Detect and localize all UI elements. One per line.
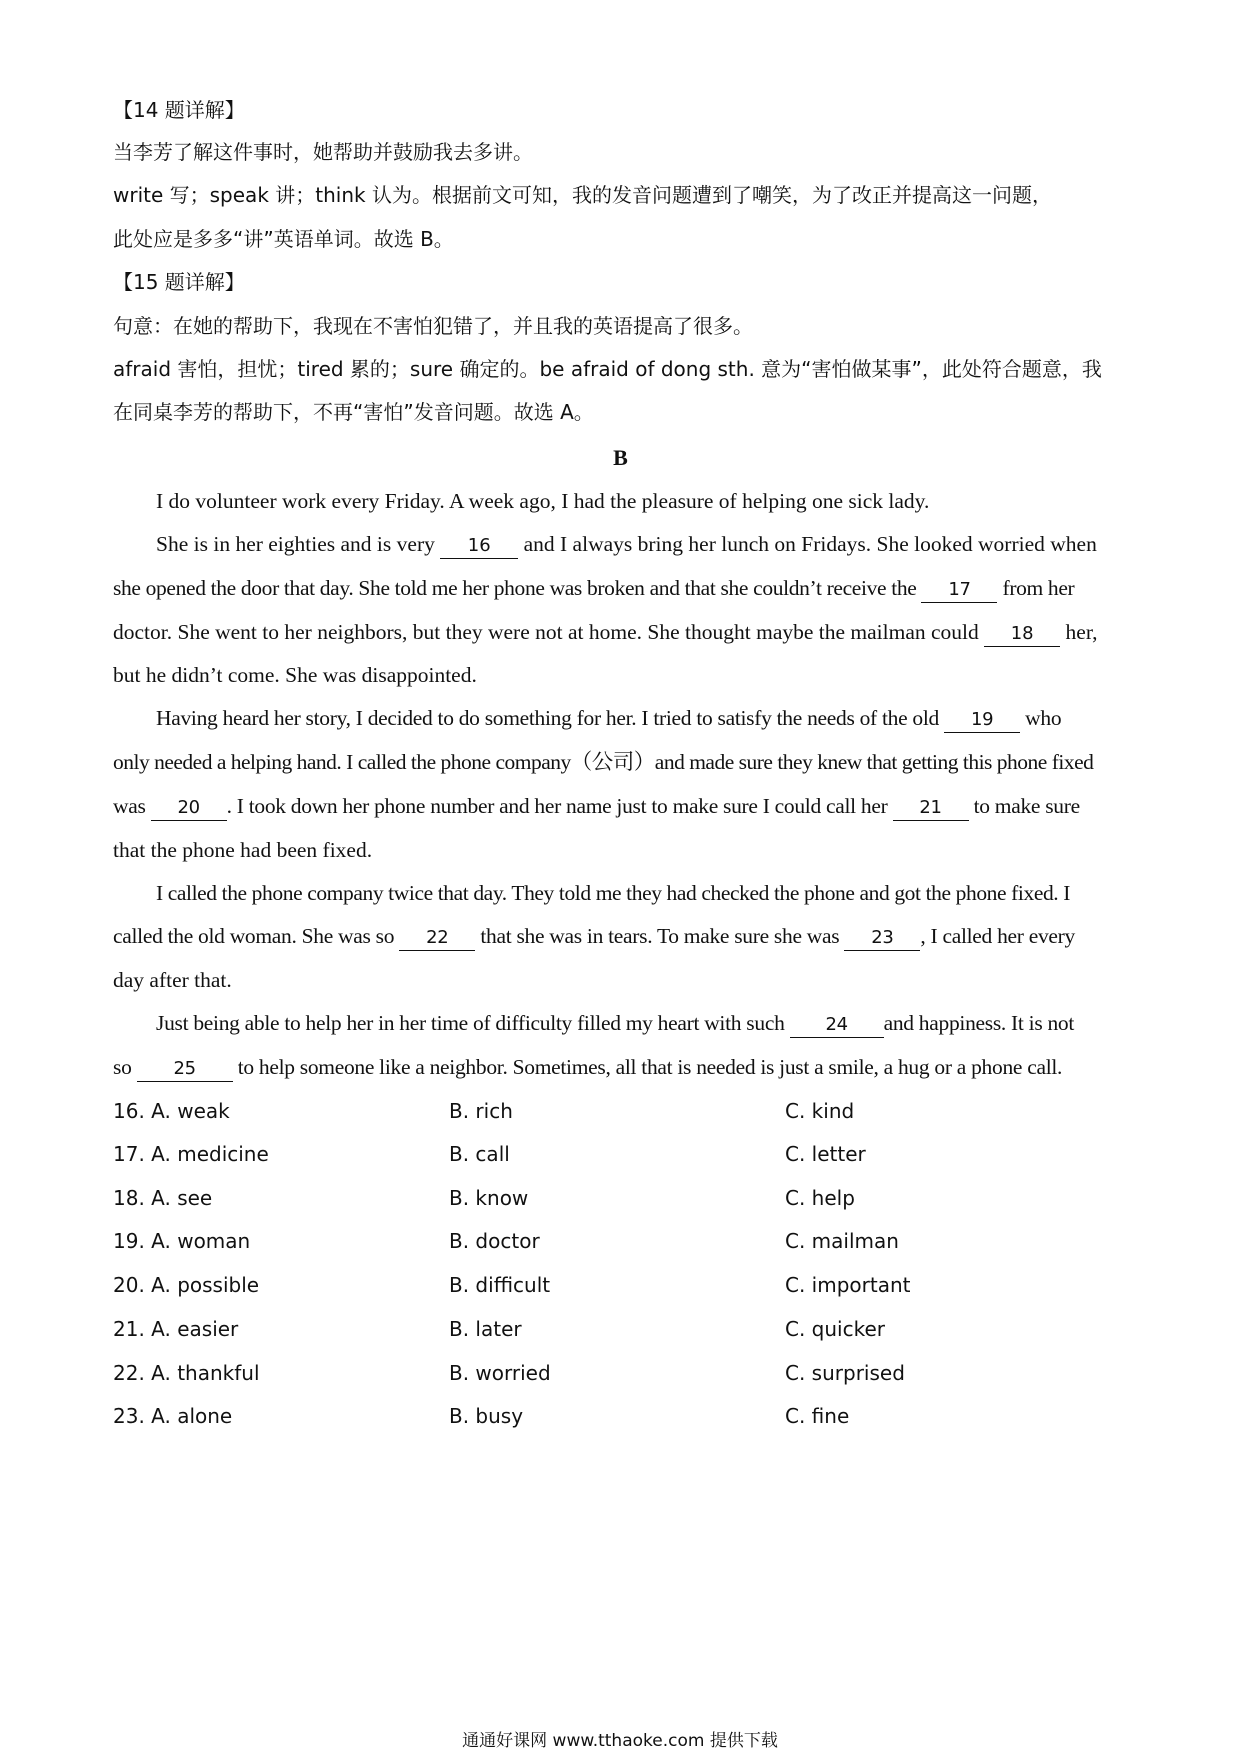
passage-text: , I called her every bbox=[920, 924, 1075, 948]
passage-text: Having heard her story, I decided to do something for her. I tried to satisfy the needs of the old bbox=[156, 706, 940, 730]
blank-24 bbox=[790, 1012, 884, 1038]
passage-text: she opened the door that day. She told me her phone was broken and that she couldn’t receive the bbox=[113, 576, 917, 600]
q14-line-1: 当李芳了解这件事时，她帮助并鼓励我去多讲。 bbox=[113, 140, 533, 164]
option-b: B. know bbox=[449, 1186, 529, 1210]
passage-line-4 bbox=[113, 618, 1128, 647]
option-b: B. difficult bbox=[449, 1273, 551, 1297]
blank-22 bbox=[399, 925, 475, 951]
passage-line-12: day after that. bbox=[113, 968, 232, 992]
passage-text: so bbox=[113, 1055, 132, 1079]
passage-line-6 bbox=[113, 704, 1128, 733]
passage-text: to make sure bbox=[973, 794, 1080, 818]
option-b: B. worried bbox=[449, 1361, 551, 1385]
passage-line-7: only needed a helping hand. I called the phone company（公司）and made sure they knew that getting this phone fixed bbox=[113, 750, 1094, 774]
blank-number: 25 bbox=[173, 1058, 196, 1079]
section-title: B bbox=[613, 445, 628, 470]
passage-line-9: that the phone had been fixed. bbox=[113, 838, 373, 862]
blank-number: 20 bbox=[177, 797, 200, 818]
option-b: B. rich bbox=[449, 1099, 513, 1123]
passage-text: and I always bring her lunch on Fridays. She looked worried when bbox=[523, 532, 1097, 556]
blank-17 bbox=[921, 577, 997, 603]
option-b: B. later bbox=[449, 1317, 522, 1341]
blank-19 bbox=[944, 707, 1020, 733]
option-a: 19. A. woman bbox=[113, 1229, 251, 1253]
passage-line-2 bbox=[113, 530, 1128, 559]
blank-number: 24 bbox=[825, 1014, 848, 1035]
q14-line-2: write 写；speak 讲；think 认为。根据前文可知，我的发音问题遭到了嘲笑，为了改正并提高这一问题， bbox=[113, 183, 1052, 207]
blank-number: 19 bbox=[970, 709, 994, 730]
blank-number: 18 bbox=[1010, 623, 1034, 644]
passage-text: from her bbox=[1002, 576, 1075, 600]
q15-line-1: 句意：在她的帮助下，我现在不害怕犯错了，并且我的英语提高了很多。 bbox=[113, 314, 753, 338]
option-c: C. fine bbox=[785, 1404, 850, 1428]
blank-number: 17 bbox=[948, 579, 971, 600]
option-a: 23. A. alone bbox=[113, 1404, 233, 1428]
option-b: B. doctor bbox=[449, 1229, 540, 1253]
passage-text: who bbox=[1025, 706, 1062, 730]
blank-23 bbox=[844, 925, 920, 951]
q15-line-3: 在同桌李芳的帮助下，不再“害怕”发音问题。故选 A。 bbox=[113, 400, 594, 424]
passage-text: She is in her eighties and is very bbox=[156, 532, 435, 556]
blank-21 bbox=[893, 795, 969, 821]
passage-text: that she was in tears. To make sure she was bbox=[480, 924, 840, 948]
blank-number: 16 bbox=[467, 535, 491, 556]
blank-16 bbox=[440, 533, 518, 559]
passage-text: and happiness. It is not bbox=[883, 1011, 1075, 1035]
passage-line-5: but he didn’t come. She was disappointed. bbox=[113, 663, 477, 687]
option-c: C. kind bbox=[785, 1099, 855, 1123]
blank-number: 23 bbox=[871, 927, 894, 948]
page-footer: 通通好课网 www.tthaoke.com 提供下载 bbox=[462, 1731, 778, 1751]
option-c: C. mailman bbox=[785, 1229, 899, 1253]
passage-text: Just being able to help her in her time of difficulty filled my heart with such bbox=[156, 1011, 785, 1035]
blank-number: 22 bbox=[426, 927, 449, 948]
option-c: C. surprised bbox=[785, 1361, 905, 1385]
passage-line-3 bbox=[113, 574, 1128, 603]
passage-paragraph-1: I do volunteer work every Friday. A week ago, I had the pleasure of helping one sick lady. bbox=[156, 489, 930, 513]
passage-line-8 bbox=[113, 792, 1128, 821]
option-a: 17. A. medicine bbox=[113, 1142, 269, 1166]
option-c: C. help bbox=[785, 1186, 855, 1210]
blank-25 bbox=[137, 1056, 233, 1082]
passage-text: . I took down her phone number and her name just to make sure I could call her bbox=[226, 794, 888, 818]
option-c: C. quicker bbox=[785, 1317, 885, 1341]
option-a: 21. A. easier bbox=[113, 1317, 239, 1341]
q14-line-3: 此处应是多多“讲”英语单词。故选 B。 bbox=[113, 227, 454, 251]
option-a: 16. A. weak bbox=[113, 1099, 230, 1123]
q14-header: 【14 题详解】 bbox=[113, 98, 245, 122]
passage-text: doctor. She went to her neighbors, but they were not at home. She thought maybe the mailman could bbox=[113, 620, 979, 644]
q15-line-2: afraid 害怕，担忧；tired 累的；sure 确定的。be afraid of dong sth. 意为“害怕做某事”，此处符合题意，我 bbox=[113, 357, 1102, 381]
blank-20 bbox=[151, 795, 227, 821]
passage-text: to help someone like a neighbor. Sometimes, all that is needed is just a smile, a hug or a phone call. bbox=[237, 1055, 1063, 1079]
q15-header: 【15 题详解】 bbox=[113, 270, 245, 294]
option-c: C. important bbox=[785, 1273, 911, 1297]
option-a: 18. A. see bbox=[113, 1186, 213, 1210]
option-a: 22. A. thankful bbox=[113, 1361, 260, 1385]
passage-text: her, bbox=[1065, 620, 1098, 644]
option-b: B. call bbox=[449, 1142, 510, 1166]
blank-18 bbox=[984, 621, 1060, 647]
passage-line-10: I called the phone company twice that day. They told me they had checked the phone and got the phone fixed. I bbox=[156, 881, 1071, 905]
blank-number: 21 bbox=[919, 797, 942, 818]
option-b: B. busy bbox=[449, 1404, 524, 1428]
passage-text: was bbox=[113, 794, 146, 818]
passage-line-11 bbox=[113, 922, 1128, 951]
passage-text: called the old woman. She was so bbox=[113, 924, 395, 948]
passage-line-13 bbox=[113, 1009, 1128, 1038]
option-a: 20. A. possible bbox=[113, 1273, 260, 1297]
option-c: C. letter bbox=[785, 1142, 866, 1166]
passage-line-14 bbox=[113, 1053, 1128, 1082]
